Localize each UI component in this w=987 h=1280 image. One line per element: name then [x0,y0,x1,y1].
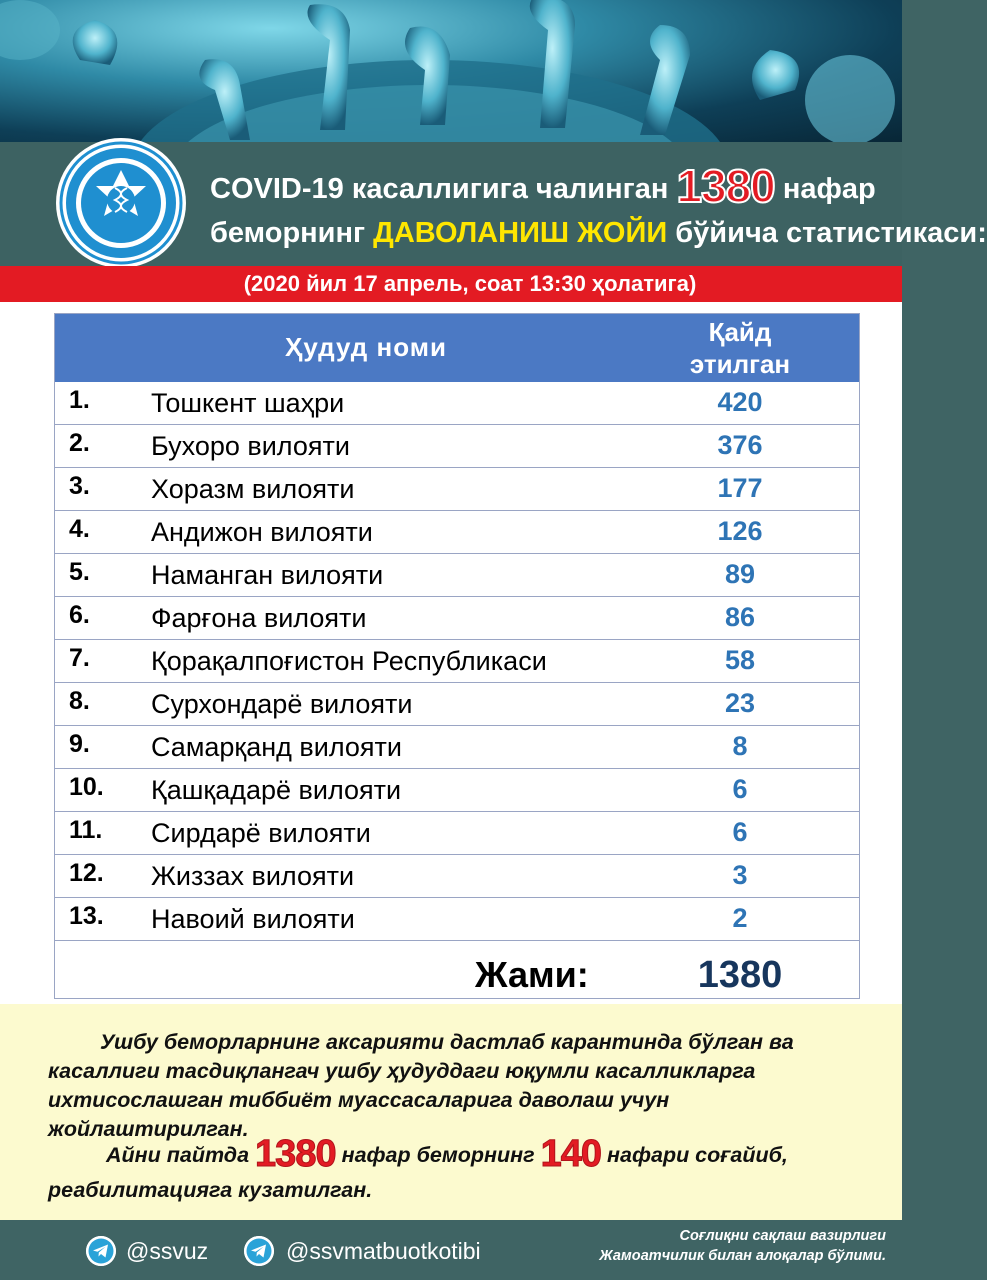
title-highlight: ДАВОЛАНИШ ЖОЙИ [373,217,668,249]
region-name: Сирдарё вилояти [151,818,371,848]
region-count: 86 [724,602,756,632]
date-bar [0,266,902,302]
region-table [54,313,860,999]
region-count: 126 [717,516,763,546]
region-name: Қашқадарё вилояти [151,775,402,805]
region-name: Қорақалпоғистон Республикаси [151,646,547,676]
title-text-1: COVID-19 касаллигига чалинган [210,173,669,205]
note-line-2: касаллиги тасдиқлангач ушбу ҳудуддаги юқумли касалликларга [48,1059,756,1083]
info-note [0,1004,902,1220]
department-line-2: Жамоатчилик билан алоқалар бўлими. [599,1248,886,1264]
title-text-2: нафар [782,173,876,205]
note-line-5 [48,1133,878,1175]
region-name: Андижон вилояти [151,517,373,547]
note-line-3: ихтисослашган тиббиёт муассасаларига даволаш учун [48,1088,670,1112]
table-row [55,769,859,812]
department-line-1: Соғлиқни сақлаш вазирлиги [679,1228,886,1244]
table-row [55,554,859,597]
row-number: 11. [69,816,103,844]
region-name: Самарқанд вилояти [151,732,402,762]
title-text-3: беморнинг [210,217,366,249]
table-row [55,382,859,425]
table-row [55,898,859,941]
region-count: 2 [732,903,748,933]
note-text-5a: Айни пайтда [106,1143,250,1167]
title-text-4: бўйича статистикаси: [675,217,987,249]
row-number: 7. [69,644,90,672]
region-count: 177 [717,473,763,503]
table-row [55,855,859,898]
telegram-icon[interactable] [244,1236,274,1266]
row-number: 13. [69,902,104,930]
region-name: Тошкент шаҳри [151,388,345,418]
virus-banner-image [0,0,902,142]
note-text-5c: нафари соғайиб, [607,1143,788,1167]
region-name: Фарғона вилояти [151,603,367,633]
note-number-total: 1380 [255,1133,336,1175]
region-count: 3 [732,860,748,890]
column-header-region: Ҳудуд номи [285,332,447,362]
region-name: Хоразм вилояти [151,474,355,504]
ministry-logo [56,138,186,268]
region-name: Жиззах вилояти [151,861,355,891]
row-number: 6. [69,601,90,629]
table-row [55,726,859,769]
table-row [55,597,859,640]
row-number: 8. [69,687,90,715]
telegram-icon[interactable] [86,1236,116,1266]
row-number: 1. [69,386,90,414]
table-row [55,425,859,468]
page-title [210,160,987,255]
region-count: 58 [724,645,756,675]
row-number: 10. [69,773,104,801]
row-number: 9. [69,730,90,758]
region-count: 376 [717,430,763,460]
region-name: Навоий вилояти [151,904,355,934]
region-count: 89 [724,559,756,589]
department-credit [520,1226,886,1266]
region-name: Бухоро вилояти [151,431,350,461]
date-text: (2020 йил 17 апрель, соат 13:30 ҳолатига) [243,271,697,296]
row-number: 4. [69,515,90,543]
total-label: Жами: [475,954,589,995]
region-count: 420 [717,387,763,417]
title-total-number: 1380 [676,160,775,212]
column-header-count-line2: этилган [689,349,791,379]
region-count: 23 [724,688,756,718]
row-number: 2. [69,429,90,457]
region-name: Сурхондарё вилояти [151,689,413,719]
table-row [55,683,859,726]
region-count: 8 [732,731,748,761]
column-header-count [665,316,815,380]
row-number: 12. [69,859,104,887]
title-line-2 [210,211,987,255]
note-text-5b: нафар беморнинг [341,1143,535,1167]
table-row [55,812,859,855]
telegram-handle-2[interactable]: @ssvmatbuotkotibi [286,1238,481,1264]
row-number: 5. [69,558,90,586]
region-name: Наманган вилояти [151,560,384,590]
region-count: 6 [732,817,748,847]
table-row [55,640,859,683]
title-line-1 [210,160,890,212]
note-number-recovered: 140 [540,1133,602,1175]
telegram-handle-1[interactable]: @ssvuz [126,1238,209,1264]
row-number: 3. [69,472,90,500]
table-header [55,314,859,382]
note-line-1: Ушбу беморларнинг аксарияти дастлаб карантинда бўлган ва [100,1030,794,1054]
note-line-4: жойлаштирилган. [48,1117,249,1141]
table-row [55,511,859,554]
column-header-count-line1: Қайд [708,317,772,347]
total-value: 1380 [697,954,783,996]
region-count: 6 [732,774,748,804]
note-line-6: реабилитацияга кузатилган. [48,1178,373,1202]
table-row [55,468,859,511]
